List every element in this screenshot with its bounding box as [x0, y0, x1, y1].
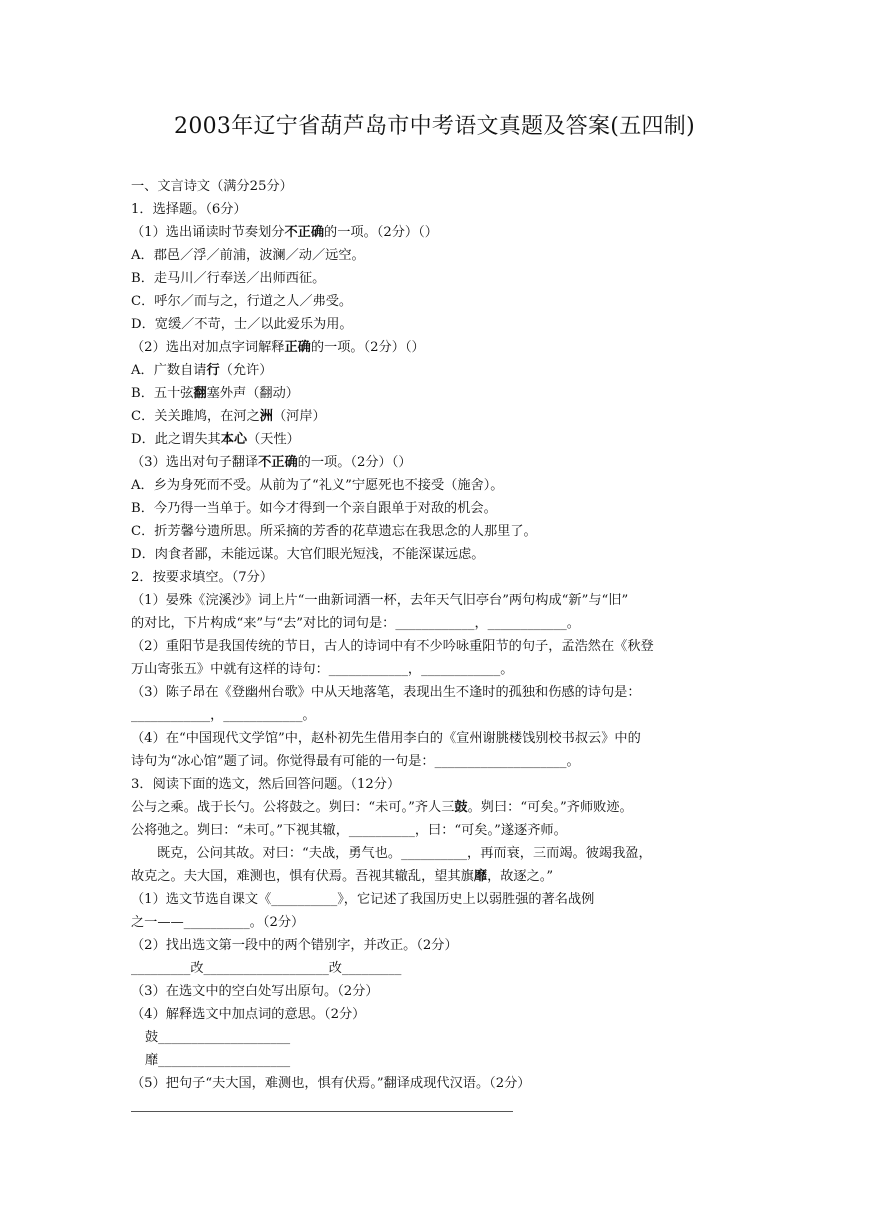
q3-sub1-line1[interactable]: （1）选文节选自课文《__________》，它记述了我国历史上以弱胜强的著名战例	[131, 892, 595, 907]
dotted-word: 鼓	[454, 800, 468, 815]
option-text: （河岸）	[272, 409, 326, 424]
prompt-text: 的一项。（2分）（）	[324, 225, 438, 240]
passage-text: ，故逐之。”	[487, 869, 554, 884]
q3-sub4-prompt: （4）解释选文中加点词的意思。（2分）	[131, 1007, 366, 1022]
passage-line: 公将弛之。刿曰：“未可。”下视其辙，__________，曰：“可矣。”遂逐齐师。	[131, 823, 567, 838]
q3-sub4-answer-mi[interactable]: 靡____________________	[145, 1053, 291, 1068]
q2-item1-line1: （1）晏殊《浣溪沙》词上片“一曲新词酒一杯，去年天气旧亭台”两句构成“新”与“旧”	[131, 593, 629, 608]
q3-sub3-prompt: （3）在选文中的空白处写出原句。（2分）	[131, 984, 379, 999]
dotted-word: 靡	[473, 869, 488, 884]
dotted-word: 行	[206, 363, 220, 378]
passage-text: 公与之乘。战于长勺。公将鼓之。刿曰：“未可。”齐人三	[131, 800, 455, 815]
q3-sub4-answer-gu[interactable]: 鼓____________________	[145, 1030, 291, 1045]
q2-item4-line2[interactable]: 诗句为“冰心馆”题了词。你觉得最有可能的一句是：____________________。	[131, 754, 580, 769]
section-heading: 一、文言诗文（满分25分）	[131, 179, 293, 194]
passage-line	[131, 865, 743, 888]
passage-text: 故克之。夫大国，难测也，惧有伏焉。吾视其辙乱，望其旗	[131, 869, 474, 884]
option-b: B．今乃得一当单于。如今才得到一个亲自跟单于对敌的机会。	[131, 501, 497, 516]
option-d: D．宽缓／不苛，士／以此爱乐为用。	[131, 317, 353, 332]
question-1-heading: 1．选择题。（6分）	[131, 202, 247, 217]
option-b	[131, 382, 743, 405]
page-title: 2003年辽宁省葫芦岛市中考语文真题及答案(五四制)	[174, 114, 695, 139]
answer-line[interactable]	[131, 1111, 513, 1112]
option-a: A．郡邑／浮／前浦，波澜／动／远空。	[131, 248, 365, 263]
question-3-heading: 3．阅读下面的选文，然后回答问题。（12分）	[131, 777, 401, 792]
q2-item3-line2[interactable]: ____________，____________。	[131, 708, 316, 723]
prompt-text: 的一项。（2分）（）	[297, 455, 412, 470]
emphasis-text: 不正确	[284, 225, 325, 240]
option-text: 塞外声（翻动）	[206, 386, 299, 401]
dotted-word: 洲	[259, 409, 273, 424]
option-text: A．广数自请	[131, 363, 207, 378]
q2-item3-line1: （3）陈子昂在《登幽州台歌》中从天地落笔，表现出生不逢时的孤独和伤感的诗句是：	[131, 685, 641, 700]
q1-sub2-prompt	[131, 336, 743, 359]
q1-sub3-prompt	[131, 451, 743, 474]
option-text: （天性）	[247, 432, 300, 447]
option-d	[131, 428, 743, 451]
option-a: A．乡为身死而不受。从前为了“礼义”宁愿死也不接受（施舍）。	[131, 478, 504, 493]
dotted-word: 本心	[220, 432, 248, 447]
prompt-text: （1）选出诵读时节奏划分	[131, 225, 285, 240]
option-text: D．此之谓失其	[131, 432, 221, 447]
exam-body	[131, 175, 743, 1112]
q2-item2-line2[interactable]: 万山寄张五》中就有这样的诗句：____________，____________。	[131, 662, 514, 677]
prompt-text: （3）选出对句子翻译	[131, 455, 259, 470]
prompt-text: 的一项。（2分）（）	[310, 340, 425, 355]
q2-item4-line1: （4）在“中国现代文学馆”中，赵朴初先生借用李白的《宣州谢朓楼饯别校书叔云》中的	[131, 731, 641, 746]
option-text: C．关关雎鸠，在河之	[131, 409, 260, 424]
prompt-text: （2）选出对加点字词解释	[131, 340, 285, 355]
dotted-word: 翻	[193, 386, 207, 401]
option-a	[131, 359, 743, 382]
option-c: C．折芳馨兮遗所思。所采摘的芳香的花草遗忘在我思念的人那里了。	[131, 524, 537, 539]
q3-sub5-prompt: （5）把句子“夫大国，难测也，惧有伏焉。”翻译成现代汉语。（2分）	[131, 1076, 531, 1091]
q2-item1-line2[interactable]: 的对比，下片构成“来”与“去”对比的词句是：____________，____________。	[131, 616, 580, 631]
option-c	[131, 405, 743, 428]
option-b: B．走马川／行奉送／出师西征。	[131, 271, 326, 286]
q2-item2-line1: （2）重阳节是我国传统的节日，古人的诗词中有不少吟咏重阳节的句子，孟浩然在《秋登	[131, 639, 654, 654]
emphasis-text: 正确	[284, 340, 311, 355]
emphasis-text: 不正确	[258, 455, 298, 470]
q1-sub1-prompt	[131, 221, 743, 244]
passage-text: 。刿曰：“可矣。”齐师败迹。	[467, 800, 633, 815]
q3-sub2-prompt: （2）找出选文第一段中的两个错别字，并改正。（2分）	[131, 938, 458, 953]
question-2-heading: 2．按要求填空。（7分）	[131, 570, 274, 585]
q3-sub1-line2[interactable]: 之一——__________。（2分）	[131, 915, 305, 930]
option-d: D．肉食者鄙，未能远谋。大官们眼光短浅，不能深谋远虑。	[131, 547, 485, 562]
q3-sub2-answer-blanks[interactable]: _________改___________________改_________	[131, 961, 402, 976]
option-c: C．呼尔／而与之，行道之人／弗受。	[131, 294, 353, 309]
passage-line	[131, 796, 743, 819]
option-text: B．五十弦	[131, 386, 194, 401]
passage-line: 既克，公问其故。对曰：“夫战，勇气也。__________，再而衰，三而竭。彼竭我盈，	[157, 846, 652, 861]
option-text: （允许）	[219, 363, 273, 378]
